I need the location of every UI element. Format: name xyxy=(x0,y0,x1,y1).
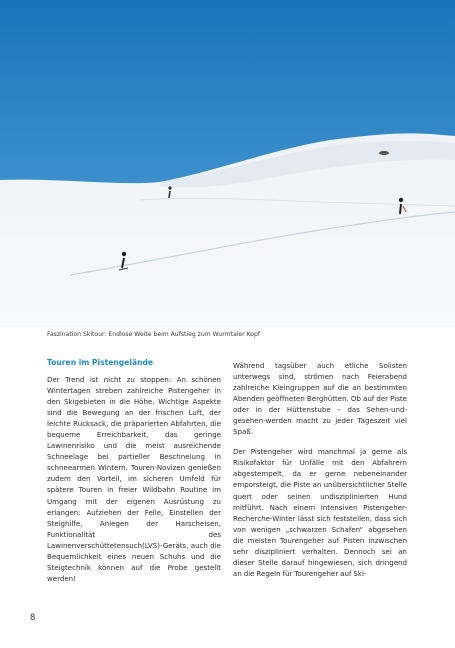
left-paragraph: Der Trend ist nicht zu stoppen: An schönen Wintertagen streben zahlreiche Pistengeher in den Skigebieten in die Höhe. Wichtige Aspekte sind die Bewegung an der frischen Luft, der leichte Rucksack, die präparierten Abfahrten, die bequeme Erreichbarkeit, das geringe Lawinenrisiko und die meist ausreichende Schneelage bei partieller Beschneiung in schneearmen Wintern. Touren-Novizen genießen zudem den Vorteil, im sicheren Umfeld für spätere Touren in freier Wildbahn Routine im Umgang mit der eigenen Ausrüstung zu erlangen: Aufziehen der Felle, Einstellen der Steighilfe, Anlegen der Harscheisen, Funktionalität des Lawinenverschüttetensuch(LVS)-Geräts, auch die Bequemlichkeit eines neuen Schuhs und die Steigtechnik können auf die Probe gestellt werden! xyxy=(47,375,221,583)
left-column xyxy=(47,358,221,592)
photo-caption: Faszination Skitour: Endlose Weite beim Aufstieg zum Wurmtaler Kopf xyxy=(47,331,261,338)
rock-outcrop xyxy=(379,151,389,155)
page-number: 8 xyxy=(30,613,36,623)
section-heading: Touren im Pistengelände xyxy=(47,358,154,367)
right-paragraph-1: Während tagsüber auch etliche Solisten unterwegs sind, strömen nach Feierabend zahlreiche Kleingruppen auf die an bestimmten Abenden geöffneten Berghütten. Ob auf der Piste oder in der Hüttenstube – das Sehen-und-gesehen-werden macht zu jeder Tageszeit viel Spaß. xyxy=(233,361,407,437)
right-paragraph-2: Der Pistengeher wird manchmal ja gerne als Risikofaktor für Unfälle mit den Abfahrern abgestempelt, da er gerne nebeneinander emporsteigt, die Piste an unübersichtlicher Stelle quert oder seinen undisziplinierten Hund mitführt. Nach einem intensiven Pistengeher-Recherche-Winter lässt sich feststellen, dass sich von wenigen „schwarzen Schafen“ abgesehen die meisten Tourengeher auf Pisten inzwischen sehr diszipliniert verhalten. Dennoch sei an dieser Stelle darauf hingewiesen, sich dringend an die Regeln für Tourengeher auf Ski- xyxy=(233,447,407,578)
right-column xyxy=(233,360,407,587)
